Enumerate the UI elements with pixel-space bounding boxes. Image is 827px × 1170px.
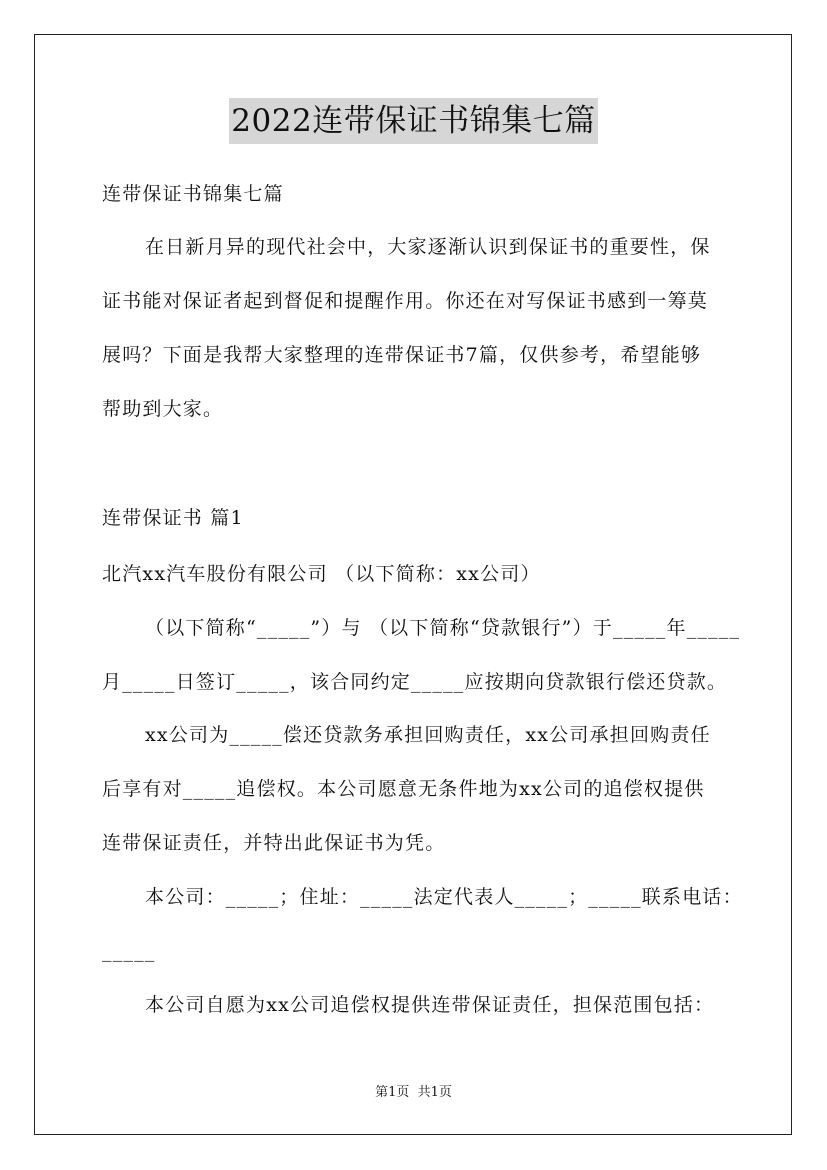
body-line-2: 月_____日签订_____，该合同约定_____应按期向贷款银行偿还贷款。 <box>102 671 728 693</box>
body-line-1: （以下简称“_____”）与 （以下简称“贷款银行”）于_____年_____ <box>145 617 741 639</box>
company-line: 北汽xx汽车股份有限公司 （以下简称：xx公司） <box>102 563 541 585</box>
intro-line-4: 帮助到大家。 <box>102 398 224 420</box>
page-footer: 第1页 共1页 <box>375 1085 452 1100</box>
intro-line-2: 证书能对保证者起到督促和提醒作用。你还在对写保证书感到一筹莫 <box>102 290 709 312</box>
title-container <box>0 98 827 144</box>
body-line-7: _____ <box>102 940 156 962</box>
body-line-8: 本公司自愿为xx公司追偿权提供连带保证责任，担保范围包括： <box>145 994 715 1016</box>
body-line-3: xx公司为_____偿还贷款务承担回购责任，xx公司承担回购责任 <box>145 724 711 746</box>
body-line-4: 后享有对_____追偿权。本公司愿意无条件地为xx公司的追偿权提供 <box>102 778 705 800</box>
subtitle: 连带保证书锦集七篇 <box>102 183 284 205</box>
body-line-6: 本公司：_____；住址：_____法定代表人_____；_____联系电话： <box>145 886 743 908</box>
intro-line-1: 在日新月异的现代社会中，大家逐渐认识到保证书的重要性，保 <box>145 236 711 258</box>
body-line-5: 连带保证责任，并特出此保证书为凭。 <box>102 832 446 854</box>
section-heading: 连带保证书 篇1 <box>102 507 244 529</box>
intro-line-3: 展吗？下面是我帮大家整理的连带保证书7篇，仅供参考，希望能够 <box>102 344 702 366</box>
document-title: 2022连带保证书锦集七篇 <box>229 98 597 144</box>
